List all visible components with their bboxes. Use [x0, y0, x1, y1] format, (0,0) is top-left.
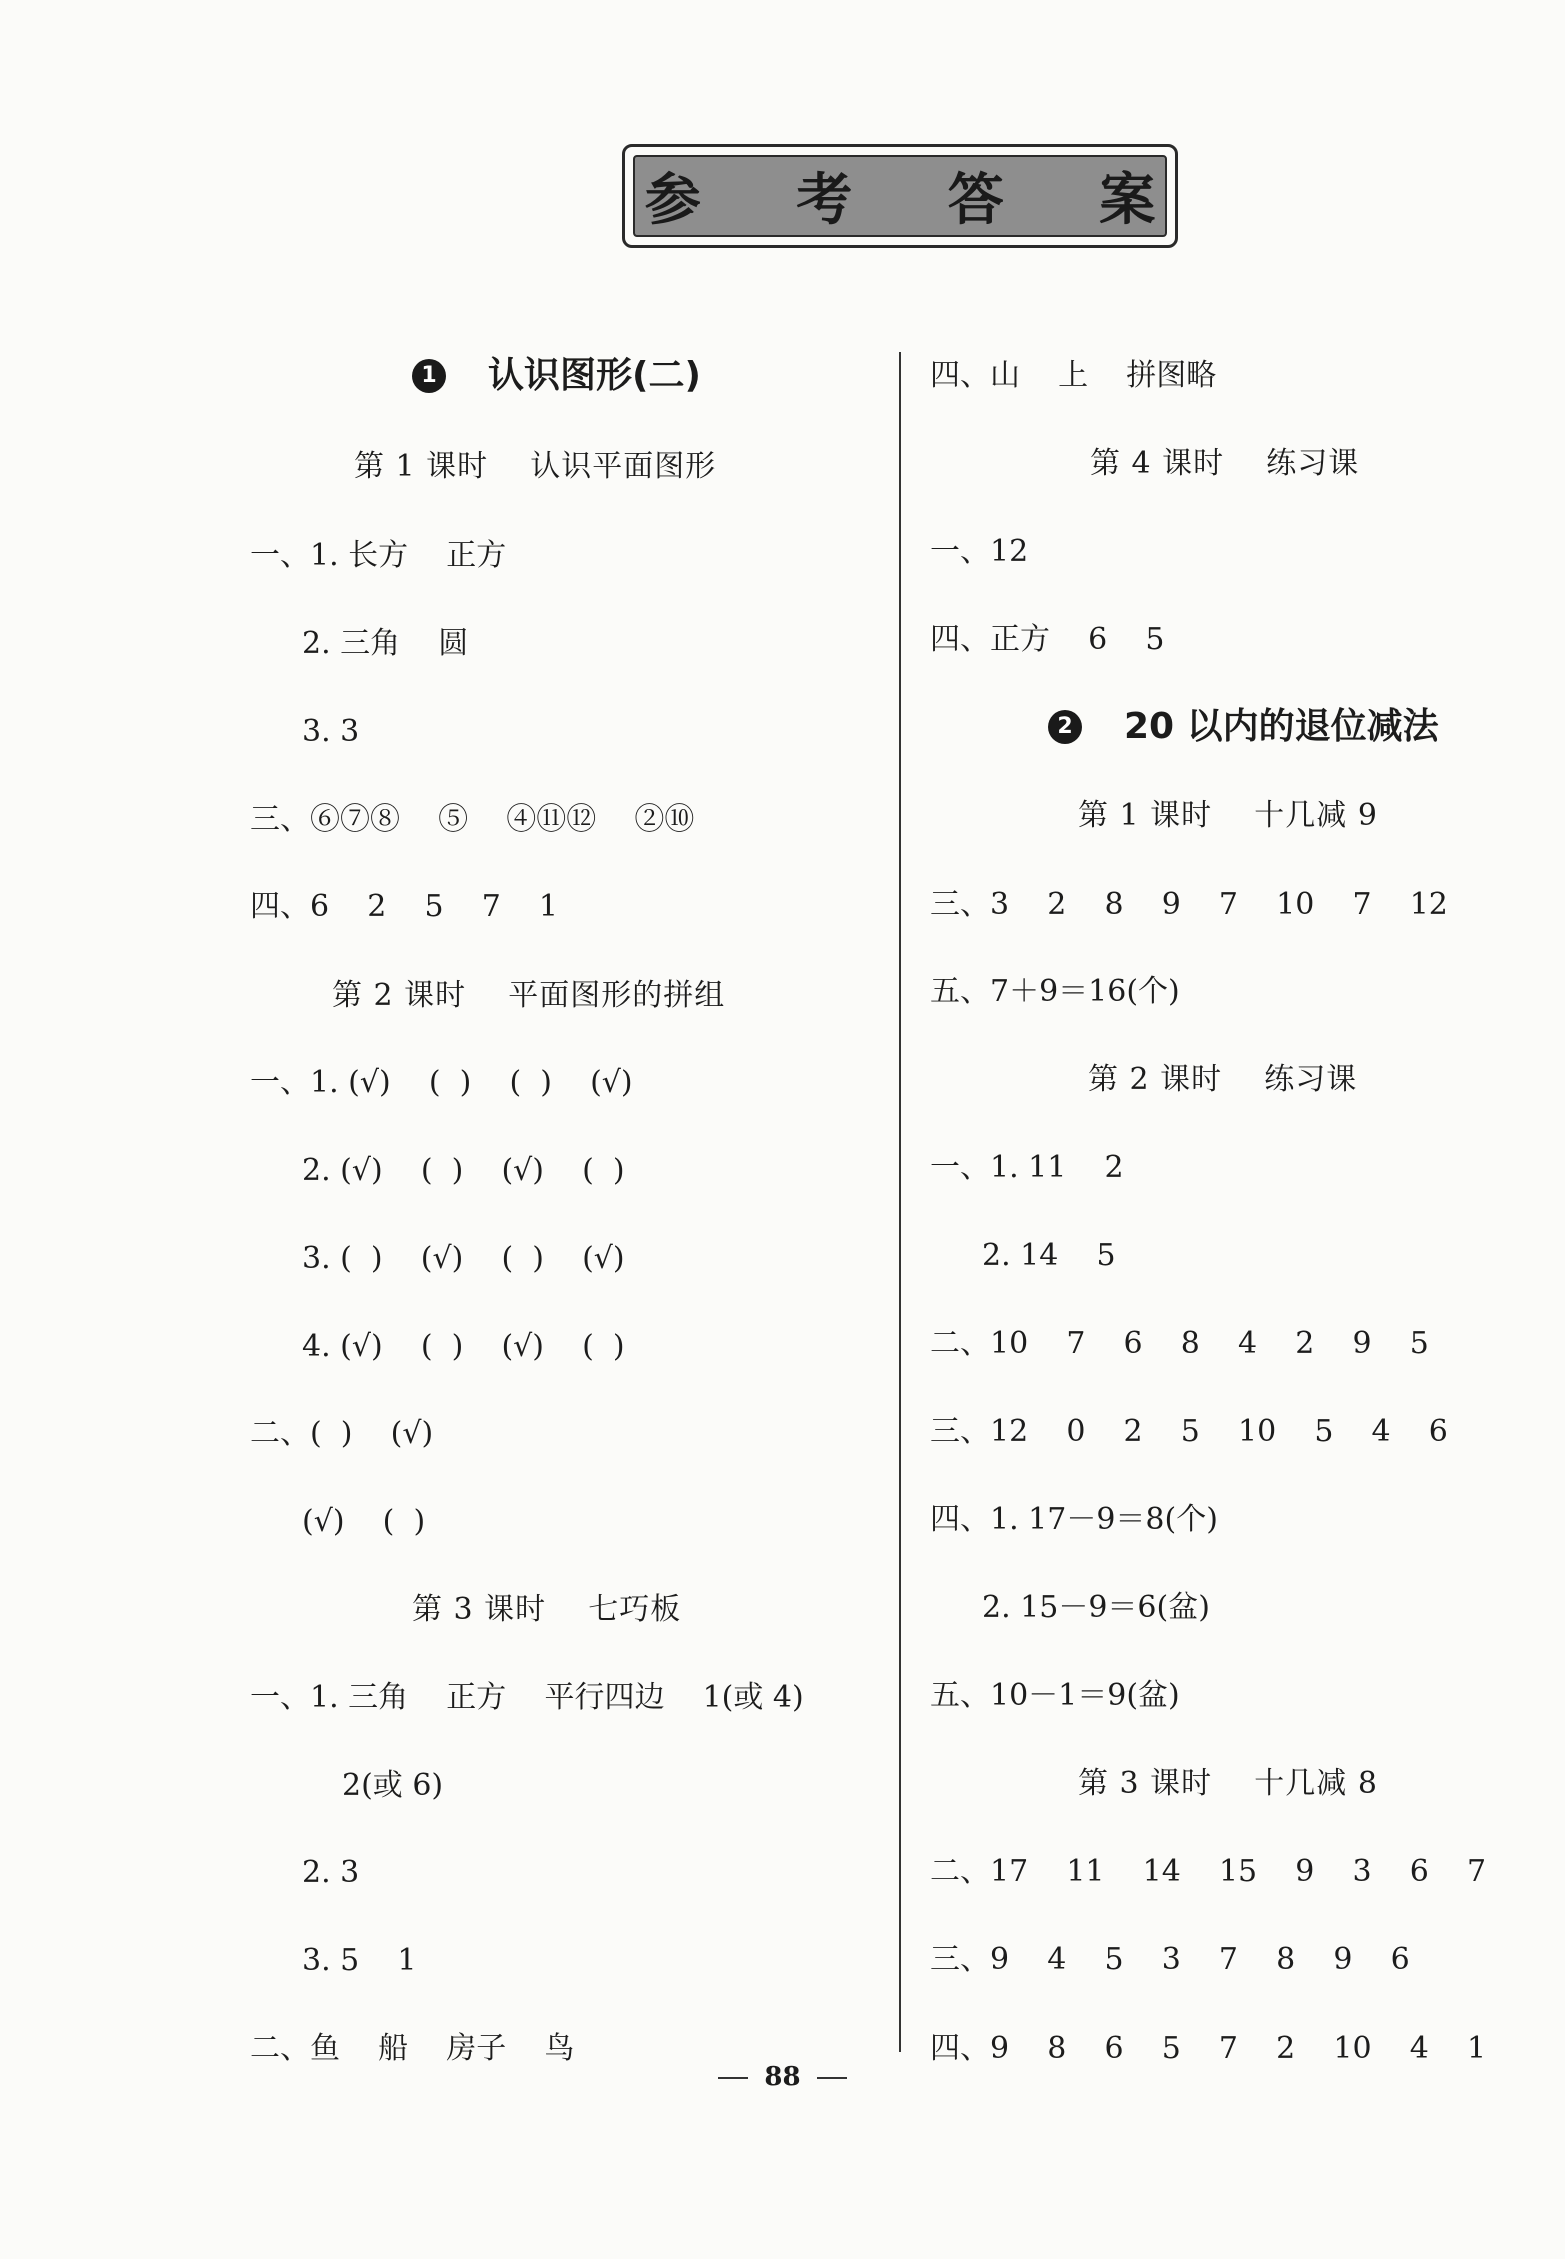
answer-line: 四、6 2 5 7 1 [250, 889, 559, 924]
lesson-heading: 第 4 课时 练习课 [1090, 446, 1360, 481]
answer-line: 四、正方 6 5 [930, 622, 1165, 657]
page-number [0, 2062, 1565, 2092]
lesson-heading: 第 3 课时 十几减 8 [1078, 1766, 1378, 1801]
answer-line: 五、10－1＝9(盆) [930, 1678, 1180, 1713]
chapter-2-heading [1048, 707, 1439, 747]
chapter-1-heading [412, 356, 701, 396]
answer-line: 2. 三角 圆 [302, 626, 469, 661]
lesson-heading: 第 1 课时 十几减 9 [1078, 798, 1378, 833]
answer-line: 2. 14 5 [982, 1238, 1116, 1273]
title-banner [633, 155, 1194, 237]
page-number-value: 88 [764, 2062, 801, 2092]
answer-line: 一、1. 11 2 [930, 1150, 1124, 1185]
answer-line: 四、山 上 拼图略 [930, 358, 1217, 393]
chapter-number-badge: 2 [1048, 710, 1082, 744]
answer-line: (√) ( ) [302, 1504, 426, 1539]
answer-line: 二、鱼 船 房子 鸟 [250, 2031, 575, 2066]
answer-line: 一、1. 长方 正方 [250, 538, 507, 573]
lesson-heading: 第 1 课时 认识平面图形 [354, 449, 717, 484]
answer-line: 三、3 2 8 9 7 10 7 12 [930, 887, 1448, 922]
answer-line: 五、7＋9＝16(个) [930, 974, 1180, 1009]
answer-line: 2. (√) ( ) (√) ( ) [302, 1153, 625, 1188]
page-title: 参 考 答 案 [644, 168, 1194, 233]
answer-line: 二、( ) (√) [250, 1416, 434, 1451]
answer-line: 2. 15－9＝6(盆) [982, 1590, 1210, 1625]
answer-line: 二、17 11 14 15 9 3 6 7 [930, 1854, 1487, 1889]
answer-line: 一、1. 三角 正方 平行四边 1(或 4) [250, 1680, 804, 1715]
chapter-number-badge: 1 [412, 359, 446, 393]
answer-line: 4. (√) ( ) (√) ( ) [302, 1329, 625, 1364]
page-number-dash-left [718, 2077, 748, 2079]
answer-line: 3. 3 [302, 714, 360, 749]
chapter-title: 认识图形(二) [488, 355, 701, 396]
answer-line: 三、9 4 5 3 7 8 9 6 [930, 1942, 1410, 1977]
answer-line: 四、1. 17－9＝8(个) [930, 1502, 1218, 1537]
answer-line: 四、9 8 6 5 7 2 10 4 1 [930, 2031, 1487, 2066]
answer-line: 2. 3 [302, 1855, 360, 1890]
answer-line: 3. 5 1 [302, 1943, 417, 1978]
answer-line: 一、1. (√) ( ) ( ) (√) [250, 1065, 633, 1100]
chapter-title: 20 以内的退位减法 [1124, 706, 1439, 747]
column-divider [899, 352, 901, 2052]
page-number-dash-right [817, 2077, 847, 2079]
answer-line: 3. ( ) (√) ( ) (√) [302, 1241, 625, 1276]
answer-line: 三、12 0 2 5 10 5 4 6 [930, 1414, 1448, 1449]
answer-line: 三、⑥⑦⑧ ⑤ ④⑪⑫ ②⑩ [250, 802, 695, 837]
answer-line: 2(或 6) [342, 1768, 444, 1803]
answer-line: 二、10 7 6 8 4 2 9 5 [930, 1326, 1429, 1361]
lesson-heading: 第 3 课时 七巧板 [412, 1592, 682, 1627]
title-box [622, 144, 1194, 248]
lesson-heading: 第 2 课时 平面图形的拼组 [332, 978, 726, 1013]
lesson-heading: 第 2 课时 练习课 [1088, 1062, 1358, 1097]
answer-line: 一、12 [930, 534, 1029, 569]
